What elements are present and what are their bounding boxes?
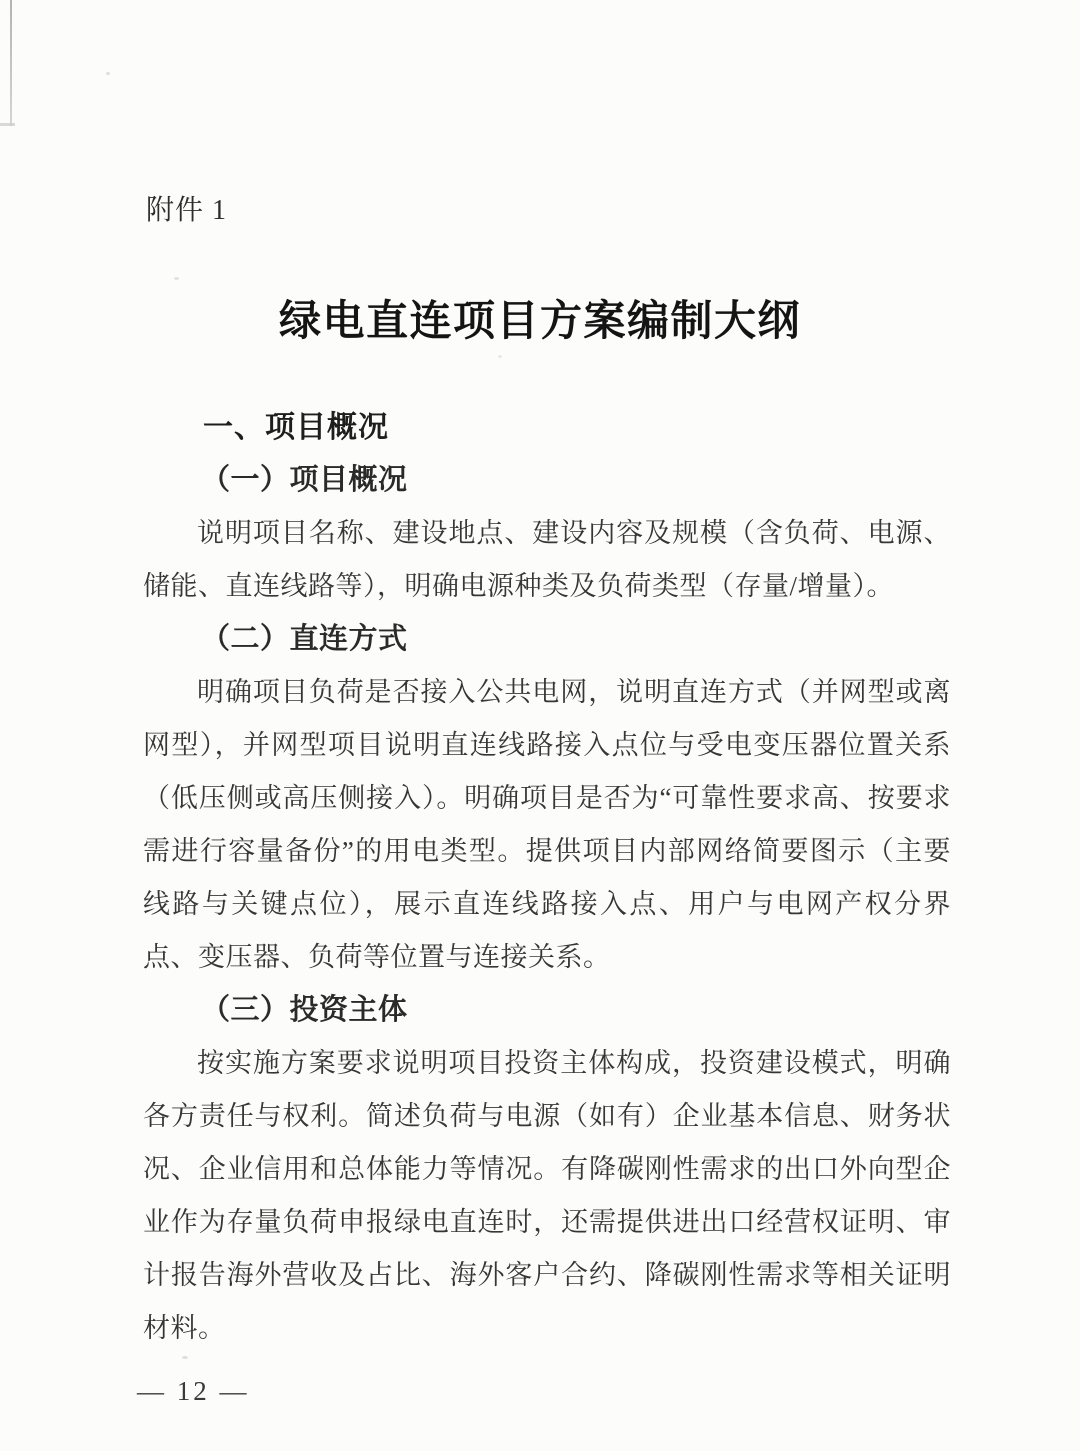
attachment-label: 附件 1 (146, 195, 228, 226)
page-number: — 12 — (137, 1376, 250, 1406)
document-title: 绿电直连项目方案编制大纲 (278, 299, 801, 345)
section-heading-1: 一、项目概况 (203, 411, 389, 444)
scan-artifact-edge-tick (0, 123, 15, 126)
paragraph-1-2: 明确项目负荷是否接入公共电网，说明直连方式（并网型或离网型），并网型项目说明直连线路接入点位与受电变压器位置关系（低压侧或高压侧接入）。明确项目是否为“可靠性要求高、按要求需进行容量备份”的用电类型。提供项目内部网络简要图示（主要线路与关键点位），展示直连线路接入点、用户与电网产权分界点、变压器、负荷等位置与连接关系。 (143, 677, 951, 972)
paragraph-1-3: 按实施方案要求说明项目投资主体构成，投资建设模式，明确各方责任与权利。简述负荷与电源（如有）企业基本信息、财务状况、企业信用和总体能力等情况。有降碳刚性需求的出口外向型企业作为存量负荷申报绿电直连时，还需提供进出口经营权证明、审计报告海外营收及占比、海外客户合约、降碳刚性需求等相关证明材料。 (143, 1048, 951, 1343)
paragraph-1-1: 说明项目名称、建设地点、建设内容及规模（含负荷、电源、储能、直连线路等），明确电源种类及负荷类型（存量/增量）。 (143, 518, 951, 601)
subsection-heading-1-2: （二）直连方式 (201, 623, 408, 655)
scan-artifact-speck (498, 355, 502, 358)
scan-artifact-speck (106, 72, 110, 75)
scan-artifact-speck (174, 277, 179, 280)
document-body (143, 401, 951, 1355)
scan-artifact-edge-line (10, 0, 12, 126)
subsection-heading-1-1: （一）项目概况 (201, 464, 408, 496)
subsection-heading-1-3: （三）投资主体 (201, 994, 408, 1026)
scan-artifact-speck (182, 1356, 188, 1359)
